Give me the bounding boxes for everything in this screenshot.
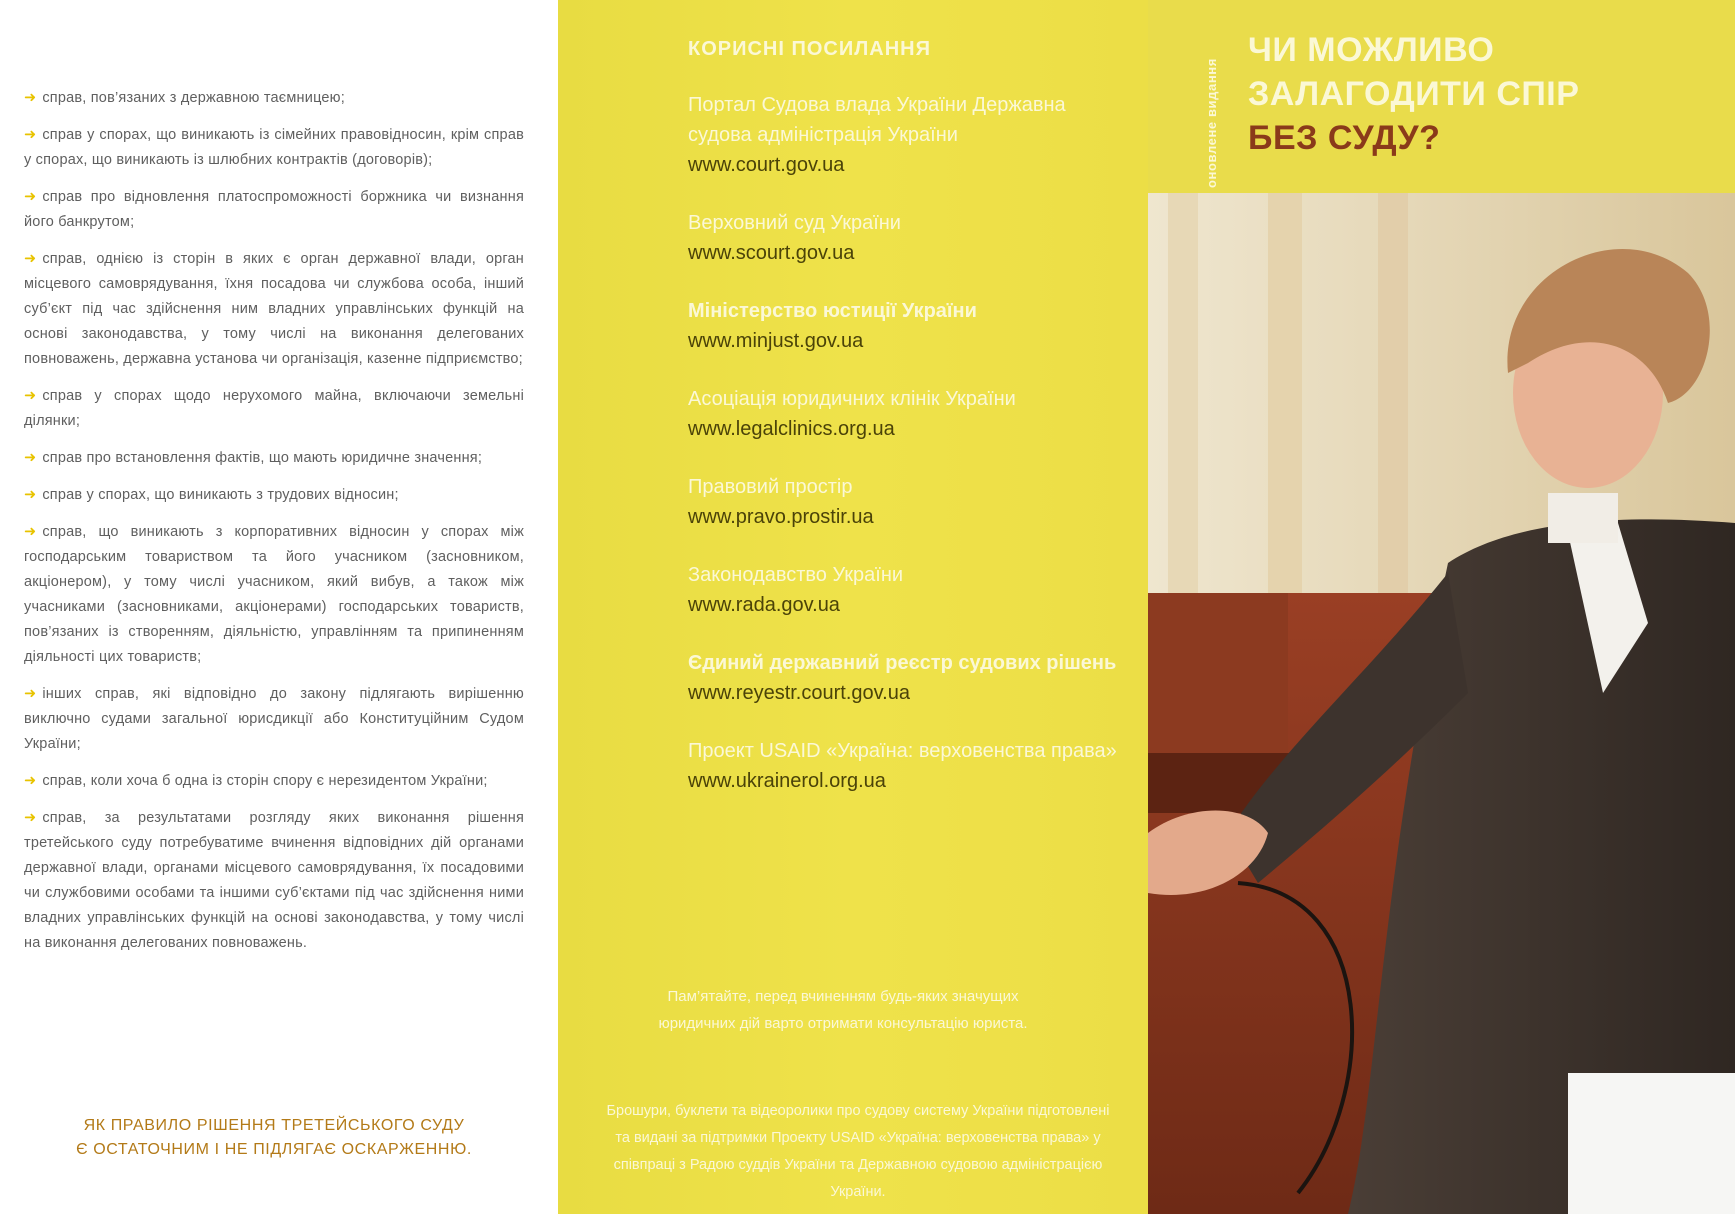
link-item — [688, 560, 1118, 620]
link-url[interactable]: www.reyestr.court.gov.ua — [688, 682, 910, 704]
edition-tag: оновлене видання — [1204, 58, 1219, 188]
link-url[interactable]: www.pravo.prostir.ua — [688, 506, 874, 528]
link-item — [688, 384, 1118, 444]
link-url[interactable]: www.rada.gov.ua — [688, 594, 840, 616]
list-item: ➜ справ, за результатами розгляду яких виконання рішення третейського суду потребуватиме вчинення відповідних дій органами державної влади, органами місцевого самоврядування, їх посадовими чи службовими особами та іншими суб’єктами під час здійснення ними владних управлінських функцій на основі законодавства, у тому числі на виконання делегованих повноважень. — [24, 810, 524, 951]
link-organization: Законодавство України — [688, 564, 904, 586]
publisher-credits: Брошури, буклети та відеоролики про судову систему України підготовлені та видані за підтримки Проекту USAID «Україна: верховенства права» у співпраці з Радою суддів України та Державною судовою адміністрацією України. — [606, 1102, 1110, 1200]
list-item: ➜ справ, що виникають з корпоративних відносин у спорах між господарським товариством та його учасником (засновником, акціонером), у тому числі учасником, який вибув, а також між учасниками (засновниками, акціонерами) господарських товариств, пов’язаних із створенням, діяльністю, управлінням та припиненням діяльності цих товариств; — [24, 524, 524, 665]
arrow-icon: ➜ — [24, 388, 37, 404]
arrow-icon: ➜ — [24, 127, 37, 143]
arrow-icon: ➜ — [24, 773, 37, 789]
link-item — [688, 296, 1118, 356]
photo-collar — [1548, 493, 1618, 543]
link-item — [688, 90, 1118, 180]
link-list — [688, 90, 1118, 824]
link-organization: Верховний суд України — [688, 212, 901, 234]
photo-paper — [1568, 1073, 1735, 1214]
cover-photo-handshake — [1148, 193, 1735, 1214]
arrow-icon: ➜ — [24, 686, 37, 702]
link-url[interactable]: www.ukrainerol.org.ua — [688, 770, 886, 792]
list-item: ➜ справ у спорах, що виникають з трудових відносин; — [24, 487, 399, 503]
arrow-icon: ➜ — [24, 810, 37, 826]
arrow-icon: ➜ — [24, 450, 37, 466]
link-url[interactable]: www.scourt.gov.ua — [688, 242, 855, 264]
link-organization: Портал Судова влада України Державна судова адміністрація України — [688, 94, 1066, 146]
cover-title-block — [1148, 0, 1735, 193]
link-url[interactable]: www.legalclinics.org.ua — [688, 418, 895, 440]
link-item — [688, 736, 1118, 796]
title-line: ЧИ МОЖЛИВО — [1248, 31, 1495, 69]
list-item: ➜ справ у спорах щодо нерухомого майна, включаючи земельні ділянки; — [24, 388, 524, 429]
link-organization: Єдиний державний реєстр судових рішень — [688, 652, 1117, 674]
list-item: ➜ справ, пов’язаних з державною таємницею; — [24, 90, 345, 106]
exclusion-list — [24, 86, 524, 968]
arrow-icon: ➜ — [24, 524, 37, 540]
list-item: ➜ справ, однією із сторін в яких є орган державної влади, орган місцевого самоврядування, їхня посадова чи службова особа, інший суб’єкт під час здійснення ним владних управлінських функцій на основі законодавства, у тому числі на виконання делегованих повноважень, державна установа чи організація, казенне підприємство; — [24, 251, 524, 367]
link-organization: Проект USAID «Україна: верховенства права» — [688, 740, 1117, 762]
link-url[interactable]: www.minjust.gov.ua — [688, 330, 864, 352]
link-item — [688, 208, 1118, 268]
arrow-icon: ➜ — [24, 90, 37, 106]
link-organization: Асоціація юридичних клінік України — [688, 388, 1016, 410]
list-item: ➜ справ про встановлення фактів, що мають юридичне значення; — [24, 450, 483, 466]
cover-title — [1248, 28, 1579, 160]
link-item — [688, 648, 1118, 708]
list-item: ➜ справ, коли хоча б одна із сторін спору є нерезидентом України; — [24, 773, 488, 789]
title-line: ЗАЛАГОДИТИ СПІР — [1248, 75, 1580, 113]
link-organization: Міністерство юстиції України — [688, 300, 977, 322]
link-organization: Правовий простір — [688, 476, 853, 498]
links-heading: КОРИСНІ ПОСИЛАННЯ — [688, 38, 931, 60]
link-url[interactable]: www.court.gov.ua — [688, 154, 845, 176]
cover-panel — [1148, 0, 1735, 1214]
left-panel — [0, 0, 558, 1214]
title-line-accent: БЕЗ СУДУ? — [1248, 119, 1441, 157]
arrow-icon: ➜ — [24, 251, 37, 267]
arrow-icon: ➜ — [24, 487, 37, 503]
list-item: ➜ справ у спорах, що виникають із сімейних правовідносин, крім справ у спорах, що виникають із шлюбних контрактів (договорів); — [24, 127, 524, 168]
useful-links-panel — [558, 0, 1148, 1214]
list-item: ➜ інших справ, які відповідно до закону підлягають вирішенню виключно судами загальної юрисдикції або Конституційним Судом України; — [24, 686, 524, 752]
closing-line: ЯК ПРАВИЛО РІШЕННЯ ТРЕТЕЙСЬКОГО СУДУ — [83, 1117, 465, 1134]
closing-note — [24, 1114, 524, 1162]
list-item: ➜ справ про відновлення платоспроможності боржника чи визнання його банкрутом; — [24, 189, 524, 230]
closing-line: Є ОСТАТОЧНИМ І НЕ ПІДЛЯГАЄ ОСКАРЖЕННЮ. — [76, 1141, 472, 1158]
arrow-icon: ➜ — [24, 189, 37, 205]
consult-lawyer-note: Пам’ятайте, перед вчиненням будь-яких значущих юридичних дій варто отримати консультацію юриста. — [658, 988, 1028, 1032]
link-item — [688, 472, 1118, 532]
